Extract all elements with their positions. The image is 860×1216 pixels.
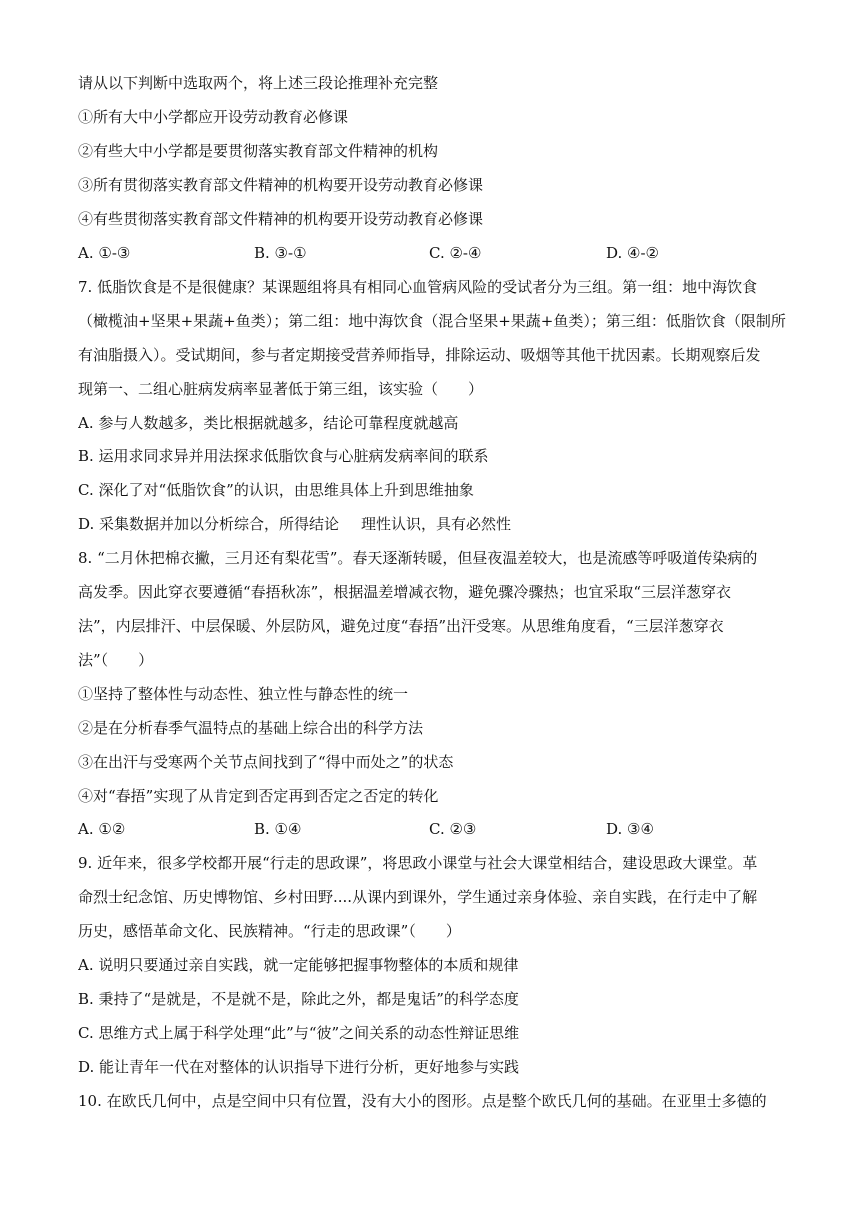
q9-stem-line: 历史，感悟革命文化、民族精神。“行走的思政课”（ ） — [78, 922, 461, 940]
q9-stem-line: 9. 近年来，很多学校都开展“行走的思政课”，将思政小课堂与社会大课堂相结合，建设思政大课堂。革 — [78, 854, 758, 872]
option-a[interactable]: A. ①-③ — [78, 244, 131, 262]
option-d[interactable]: D. ③④ — [606, 820, 654, 838]
q7-option-d[interactable] — [78, 514, 788, 534]
q7-stem-line: 现第一、二组心脏病发病率显著低于第三组，该实验（ ） — [78, 380, 484, 398]
q8-stem-line: 法”，内层排汗、中层保暖、外层防风，避免过度“春捂”出汗受寒。从思维角度看，“三层洋葱穿衣 — [78, 617, 724, 635]
q7-option-d-head: D. 采集数据并加以分析综合，所得结论 — [78, 515, 340, 533]
q8-stem-line: 法”（ ） — [78, 651, 154, 669]
q9-option-b[interactable]: B. 秉持了“是就是，不是就不是，除此之外，都是鬼话”的科学态度 — [78, 990, 519, 1008]
q9-option-c[interactable]: C. 思维方式上属于科学处理“此”与“彼”之间关系的动态性辩证思维 — [78, 1024, 520, 1042]
option-a[interactable]: A. ①② — [78, 820, 126, 838]
q9-option-d[interactable]: D. 能让青年一代在对整体的认识指导下进行分析，更好地参与实践 — [78, 1058, 520, 1076]
q7-option-c[interactable]: C. 深化了对“低脂饮食”的认识，由思维具体上升到思维抽象 — [78, 481, 474, 499]
option-b[interactable]: B. ①④ — [254, 820, 302, 838]
q7-stem-line: 有油脂摄入）。受试期间，参与者定期接受营养师指导，排除运动、吸烟等其他干扰因素。长期观察后发 — [78, 346, 761, 364]
q8-options — [78, 819, 788, 839]
question-instruction: 请从以下判断中选取两个，将上述三段论推理补充完整 — [78, 74, 439, 92]
q8-stem-line: 8. “二月休把棉衣撇，三月还有梨花雪”。春天逐渐转暖，但昼夜温差较大，也是流感等呼吸道传染病的 — [78, 549, 758, 567]
statement-3: ③所有贯彻落实教育部文件精神的机构要开设劳动教育必修课 — [78, 176, 484, 194]
option-b[interactable]: B. ③-① — [254, 244, 307, 262]
q10-stem-line: 10. 在欧氏几何中，点是空间中只有位置，没有大小的图形。点是整个欧氏几何的基础。在亚里士多德的 — [78, 1092, 767, 1110]
statement-2: ②有些大中小学都是要贯彻落实教育部文件精神的机构 — [78, 142, 439, 160]
q8-statement-3: ③在出汗与受寒两个关节点间找到了“得中而处之”的状态 — [78, 753, 454, 771]
q7-option-d-tail: 理性认识，具有必然性 — [361, 515, 512, 533]
q8-stem-line: 高发季。因此穿衣要遵循“春捂秋冻”，根据温差增减衣物，避免骤冷骤热；也宜采取“三层洋葱穿衣 — [78, 583, 732, 601]
statement-4: ④有些贯彻落实教育部文件精神的机构要开设劳动教育必修课 — [78, 210, 484, 228]
q7-option-b[interactable]: B. 运用求同求异并用法探求低脂饮食与心脏病发病率间的联系 — [78, 447, 489, 465]
q7-stem-line: （橄榄油+坚果+果蔬+鱼类）；第二组：地中海饮食（混合坚果+果蔬+鱼类）；第三组：低脂饮食（限制所 — [78, 312, 786, 330]
q6-options — [78, 243, 788, 263]
q7-stem-line: 7. 低脂饮食是不是很健康？某课题组将具有相同心血管病风险的受试者分为三组。第一组：地中海饮食 — [78, 278, 758, 296]
option-c[interactable]: C. ②③ — [429, 820, 477, 838]
q8-statement-2: ②是在分析春季气温特点的基础上综合出的科学方法 — [78, 719, 424, 737]
q9-stem-line: 命烈士纪念馆、历史博物馆、乡村田野....从课内到课外，学生通过亲身体验、亲自实践，在行走中了解 — [78, 888, 758, 906]
q9-option-a[interactable]: A. 说明只要通过亲自实践，就一定能够把握事物整体的本质和规律 — [78, 956, 519, 974]
q8-statement-4: ④对“春捂”实现了从肯定到否定再到否定之否定的转化 — [78, 787, 439, 805]
q7-option-a[interactable]: A. 参与人数越多，类比根据就越多，结论可靠程度就越高 — [78, 414, 459, 432]
statement-1: ①所有大中小学都应开设劳动教育必修课 — [78, 108, 349, 126]
option-d[interactable]: D. ④-② — [606, 244, 659, 262]
option-c[interactable]: C. ②-④ — [429, 244, 482, 262]
q8-statement-1: ①坚持了整体性与动态性、独立性与静态性的统一 — [78, 685, 409, 703]
